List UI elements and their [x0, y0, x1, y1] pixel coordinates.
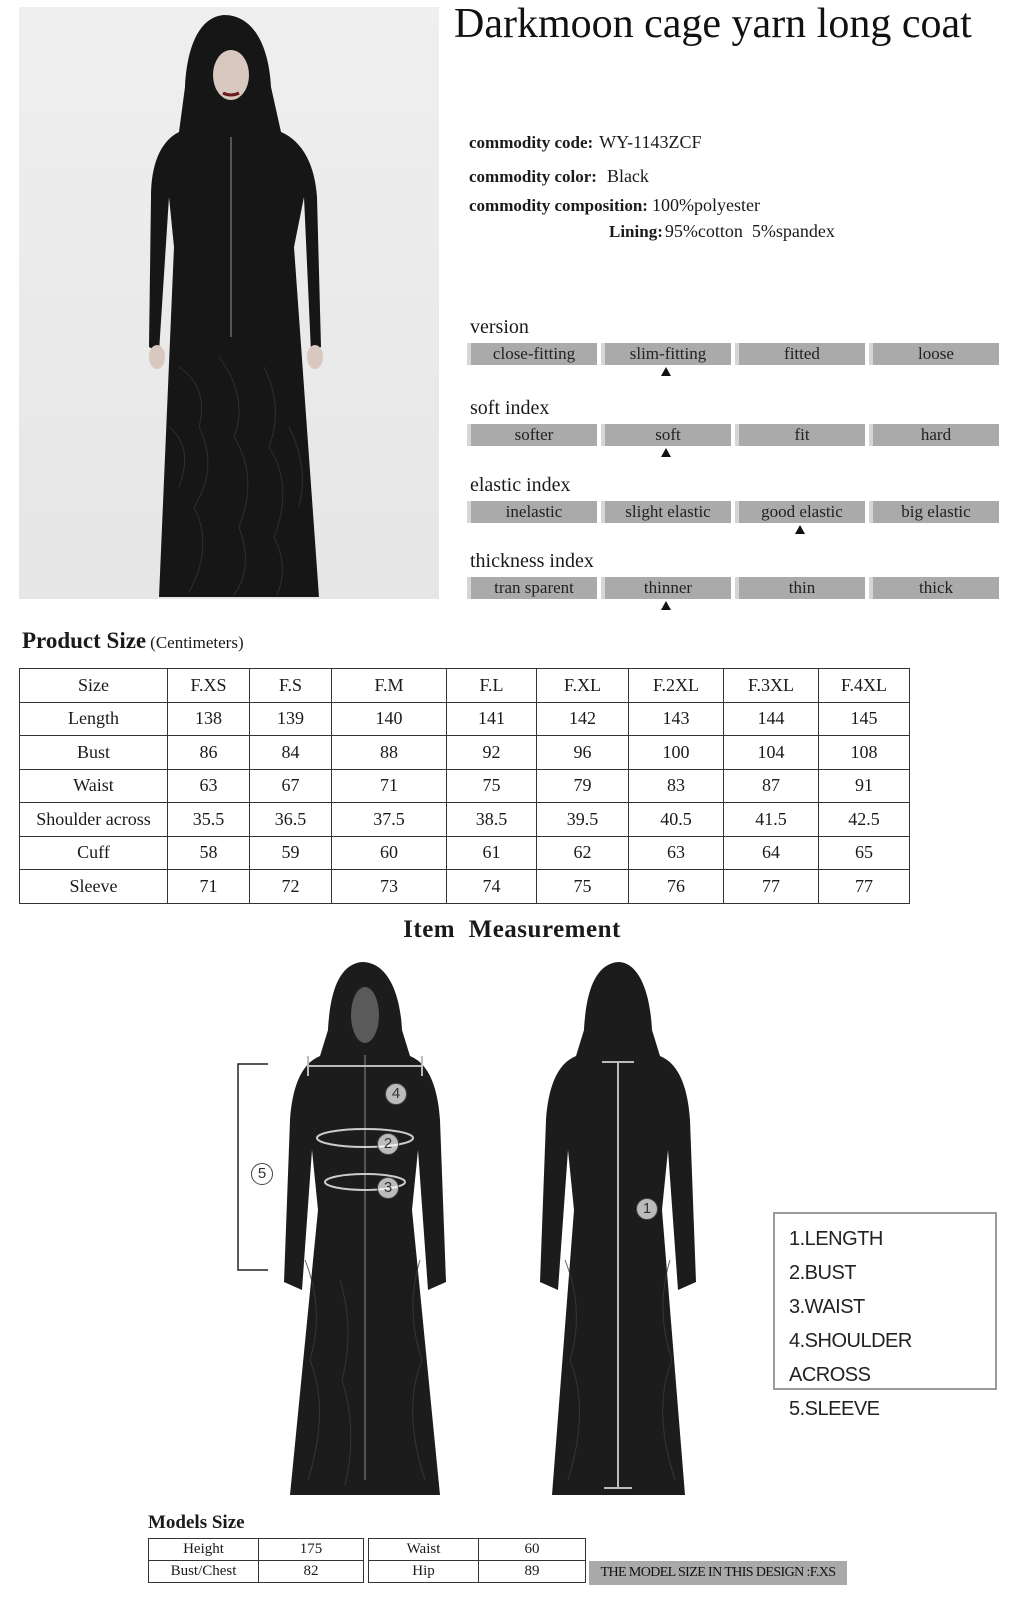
marker-2: 2 — [377, 1133, 399, 1155]
size-cell: 59 — [250, 836, 332, 870]
row-label-cell: Waist — [20, 769, 168, 803]
commodity-composition-label: commodity composition: — [469, 196, 648, 215]
soft-index-label: soft index — [470, 397, 550, 419]
size-cell: 74 — [447, 870, 537, 904]
table-row — [20, 769, 910, 803]
size-cell: 60 — [332, 836, 447, 870]
models-size-title: Models Size — [148, 1512, 245, 1533]
size-cell: 71 — [168, 870, 250, 904]
size-cell: 108 — [819, 736, 910, 770]
model-size-note: THE MODEL SIZE IN THIS DESIGN :F.XS — [589, 1561, 847, 1585]
size-cell: 84 — [250, 736, 332, 770]
size-cell: 65 — [819, 836, 910, 870]
thickness-index-label: thickness index — [470, 550, 594, 572]
size-cell: F.XS — [168, 669, 250, 703]
size-cell: 144 — [724, 702, 819, 736]
size-cell: 63 — [168, 769, 250, 803]
size-cell: 142 — [537, 702, 629, 736]
row-label-cell: Bust — [20, 736, 168, 770]
size-cell: 62 — [537, 836, 629, 870]
product-title: Darkmoon cage yarn long coat — [454, 1, 972, 47]
table-row — [20, 736, 910, 770]
lining-label: Lining: — [609, 222, 663, 241]
size-cell: 77 — [819, 870, 910, 904]
commodity-code-row — [469, 131, 702, 154]
size-cell: 40.5 — [629, 803, 724, 837]
version-selected-marker — [661, 367, 671, 376]
marker-1: 1 — [636, 1198, 658, 1220]
size-cell: 87 — [724, 769, 819, 803]
size-cell: 39.5 — [537, 803, 629, 837]
version-option: fitted — [735, 343, 865, 365]
size-cell: 36.5 — [250, 803, 332, 837]
measurement-legend — [773, 1212, 997, 1420]
size-cell: F.L — [447, 669, 537, 703]
legend-item: 1.LENGTH — [789, 1228, 883, 1250]
coat-front-image — [238, 962, 446, 1495]
waist-label: Waist — [369, 1539, 479, 1561]
product-size-unit: (Centimeters) — [150, 633, 244, 652]
height-value: 175 — [259, 1539, 364, 1561]
elastic-option: inelastic — [467, 501, 597, 523]
lining-row — [609, 220, 835, 243]
marker-5: 5 — [251, 1163, 273, 1185]
commodity-composition-value: 100%polyester — [651, 195, 760, 215]
measurement-diagram — [230, 960, 710, 1515]
soft-selected-marker — [661, 448, 671, 457]
bust-label: Bust/Chest — [149, 1561, 259, 1583]
size-cell: 73 — [332, 870, 447, 904]
size-cell: 83 — [629, 769, 724, 803]
model-in-coat-image — [19, 7, 439, 599]
size-cell: F.M — [332, 669, 447, 703]
commodity-color-row — [469, 165, 649, 188]
thickness-option: thick — [869, 577, 999, 599]
table-row — [20, 836, 910, 870]
size-cell: 145 — [819, 702, 910, 736]
size-cell: 138 — [168, 702, 250, 736]
soft-option: hard — [869, 424, 999, 446]
bust-value: 82 — [259, 1561, 364, 1583]
size-cell: 58 — [168, 836, 250, 870]
soft-option: softer — [467, 424, 597, 446]
product-size-table — [19, 668, 910, 904]
size-cell: 141 — [447, 702, 537, 736]
row-label-cell: Length — [20, 702, 168, 736]
size-cell: 35.5 — [168, 803, 250, 837]
size-cell: 77 — [724, 870, 819, 904]
size-cell: F.4XL — [819, 669, 910, 703]
size-cell: 140 — [332, 702, 447, 736]
marker-4: 4 — [385, 1083, 407, 1105]
size-cell: 63 — [629, 836, 724, 870]
size-cell: 100 — [629, 736, 724, 770]
thickness-option: tran sparent — [467, 577, 597, 599]
waist-value: 60 — [479, 1539, 586, 1561]
size-cell: 96 — [537, 736, 629, 770]
product-size-heading — [22, 628, 244, 654]
elastic-option: big elastic — [869, 501, 999, 523]
product-size-title: Product Size — [22, 628, 147, 653]
size-cell: 75 — [447, 769, 537, 803]
legend-item: 2.BUST — [789, 1262, 857, 1284]
models-size-table-left — [148, 1538, 364, 1583]
elastic-option: good elastic — [735, 501, 865, 523]
soft-option: fit — [735, 424, 865, 446]
version-option: loose — [869, 343, 999, 365]
thickness-selected-marker — [661, 601, 671, 610]
elastic-option: slight elastic — [601, 501, 731, 523]
size-cell: 79 — [537, 769, 629, 803]
version-index-label: version — [470, 316, 529, 338]
elastic-selected-marker — [795, 525, 805, 534]
size-cell: 38.5 — [447, 803, 537, 837]
size-cell: 86 — [168, 736, 250, 770]
size-cell: 71 — [332, 769, 447, 803]
legend-item: 5.SLEEVE — [789, 1398, 880, 1420]
version-option: slim-fitting — [601, 343, 731, 365]
size-cell: 72 — [250, 870, 332, 904]
legend-item: 3.WAIST — [789, 1296, 865, 1318]
elastic-index-label: elastic index — [470, 474, 571, 496]
size-cell: 91 — [819, 769, 910, 803]
hip-value: 89 — [479, 1561, 586, 1583]
size-cell: 42.5 — [819, 803, 910, 837]
commodity-composition-row — [469, 194, 760, 217]
table-row — [20, 702, 910, 736]
table-header-row — [20, 669, 910, 703]
size-cell: F.S — [250, 669, 332, 703]
size-cell: 64 — [724, 836, 819, 870]
row-label-cell: Cuff — [20, 836, 168, 870]
lining-value: 95%cotton 5%spandex — [664, 221, 835, 241]
size-cell: F.3XL — [724, 669, 819, 703]
size-cell: 37.5 — [332, 803, 447, 837]
commodity-code-value: WY-1143ZCF — [599, 132, 702, 152]
thickness-option: thinner — [601, 577, 731, 599]
item-measurement-title: Item Measurement — [403, 916, 621, 943]
size-cell: 75 — [537, 870, 629, 904]
table-row — [20, 870, 910, 904]
size-cell: F.2XL — [629, 669, 724, 703]
commodity-code-label: commodity code: — [469, 133, 594, 152]
marker-3: 3 — [377, 1177, 399, 1199]
size-cell: F.XL — [537, 669, 629, 703]
table-row — [20, 803, 910, 837]
commodity-color-label: commodity color: — [469, 167, 597, 186]
height-label: Height — [149, 1539, 259, 1561]
size-cell: 61 — [447, 836, 537, 870]
size-cell: 139 — [250, 702, 332, 736]
row-label-cell: Size — [20, 669, 168, 703]
product-photo — [19, 7, 439, 599]
thickness-option: thin — [735, 577, 865, 599]
size-cell: 143 — [629, 702, 724, 736]
hip-label: Hip — [369, 1561, 479, 1583]
size-cell: 88 — [332, 736, 447, 770]
row-label-cell: Sleeve — [20, 870, 168, 904]
version-option: close-fitting — [467, 343, 597, 365]
size-cell: 67 — [250, 769, 332, 803]
size-cell: 92 — [447, 736, 537, 770]
soft-option: soft — [601, 424, 731, 446]
models-size-table-right — [368, 1538, 586, 1583]
coat-back-image — [540, 962, 696, 1495]
row-label-cell: Shoulder across — [20, 803, 168, 837]
legend-item: 4.SHOULDER ACROSS — [789, 1330, 912, 1386]
commodity-color-value: Black — [606, 166, 649, 186]
size-cell: 104 — [724, 736, 819, 770]
size-cell: 41.5 — [724, 803, 819, 837]
size-cell: 76 — [629, 870, 724, 904]
